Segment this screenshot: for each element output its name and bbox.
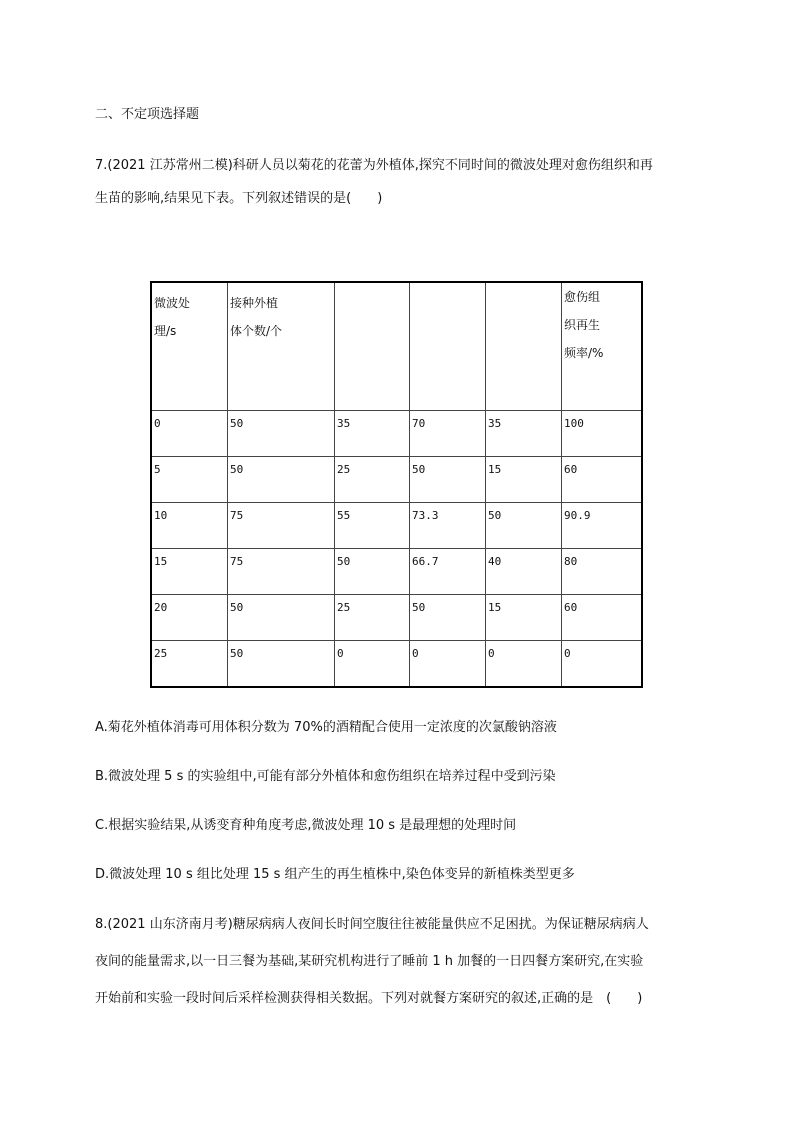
table-cell: 66.7 [410,549,486,595]
table-cell: 20 [151,595,228,641]
table-cell: 60 [562,457,643,503]
table-cell: 25 [335,457,410,503]
header-cell [410,282,486,411]
section-title: 二、不定项选择题 [95,107,200,122]
table-cell: 0 [486,641,562,688]
header-cell [486,282,562,411]
table-row [151,595,642,641]
table-cell: 35 [335,411,410,457]
q7-data-table [150,281,643,688]
table-cell: 50 [228,595,335,641]
table-cell: 0 [562,641,643,688]
table-cell: 0 [335,641,410,688]
table-row [151,641,642,688]
q7-option-c: C.根据实验结果,从诱变育种角度考虑,微波处理 10 s 是最理想的处理时间 [95,818,517,833]
table-cell: 0 [151,411,228,457]
header-cell: 接种外植 体个数/个 [228,282,335,411]
table-row [151,411,642,457]
q7-stem-line1: 7.(2021 江苏常州二模)科研人员以菊花的花蕾为外植体,探究不同时间的微波处理对愈伤组织和再 [95,158,653,173]
table-cell: 50 [228,411,335,457]
q8-stem-line1: 8.(2021 山东济南月考)糖尿病病人夜间长时间空腹往往被能量供应不足困扰。为保证糖尿病病人 [95,917,649,932]
table-cell: 15 [486,457,562,503]
q7-option-b: B.微波处理 5 s 的实验组中,可能有部分外植体和愈伤组织在培养过程中受到污染 [95,769,556,784]
table-cell: 50 [410,457,486,503]
q8-stem-line3: 开始前和实验一段时间后采样检测获得相关数据。下列对就餐方案研究的叙述,正确的是 ( ) [95,991,643,1006]
table-cell: 40 [486,549,562,595]
table-cell: 50 [410,595,486,641]
table-cell: 50 [335,549,410,595]
table-cell: 15 [151,549,228,595]
table-cell: 90.9 [562,503,643,549]
header-cell [335,282,410,411]
table-header-row [151,282,642,411]
table-cell: 5 [151,457,228,503]
table-cell: 15 [486,595,562,641]
table-cell: 60 [562,595,643,641]
table-cell: 10 [151,503,228,549]
table-cell: 70 [410,411,486,457]
table-cell: 50 [228,457,335,503]
table-cell: 25 [151,641,228,688]
table-cell: 55 [335,503,410,549]
table-cell: 80 [562,549,643,595]
table-cell: 75 [228,503,335,549]
table-cell: 100 [562,411,643,457]
table-row [151,549,642,595]
table-cell: 73.3 [410,503,486,549]
table-cell: 0 [410,641,486,688]
table-row [151,457,642,503]
q8-stem-line2: 夜间的能量需求,以一日三餐为基础,某研究机构进行了睡前 1 h 加餐的一日四餐方案研究,在实验 [95,954,644,969]
table-cell: 25 [335,595,410,641]
table-cell: 50 [228,641,335,688]
table-cell: 35 [486,411,562,457]
table-cell: 50 [486,503,562,549]
header-cell: 微波处 理/s [151,282,228,411]
q7-option-a: A.菊花外植体消毒可用体积分数为 70%的酒精配合使用一定浓度的次氯酸钠溶液 [95,720,557,735]
table-cell: 75 [228,549,335,595]
header-cell: 愈伤组 织再生 频率/% [562,282,643,411]
q7-option-d: D.微波处理 10 s 组比处理 15 s 组产生的再生植株中,染色体变异的新植株类型更多 [95,867,575,882]
table-row [151,503,642,549]
q7-stem-line2: 生苗的影响,结果见下表。下列叙述错误的是( ) [95,191,383,206]
